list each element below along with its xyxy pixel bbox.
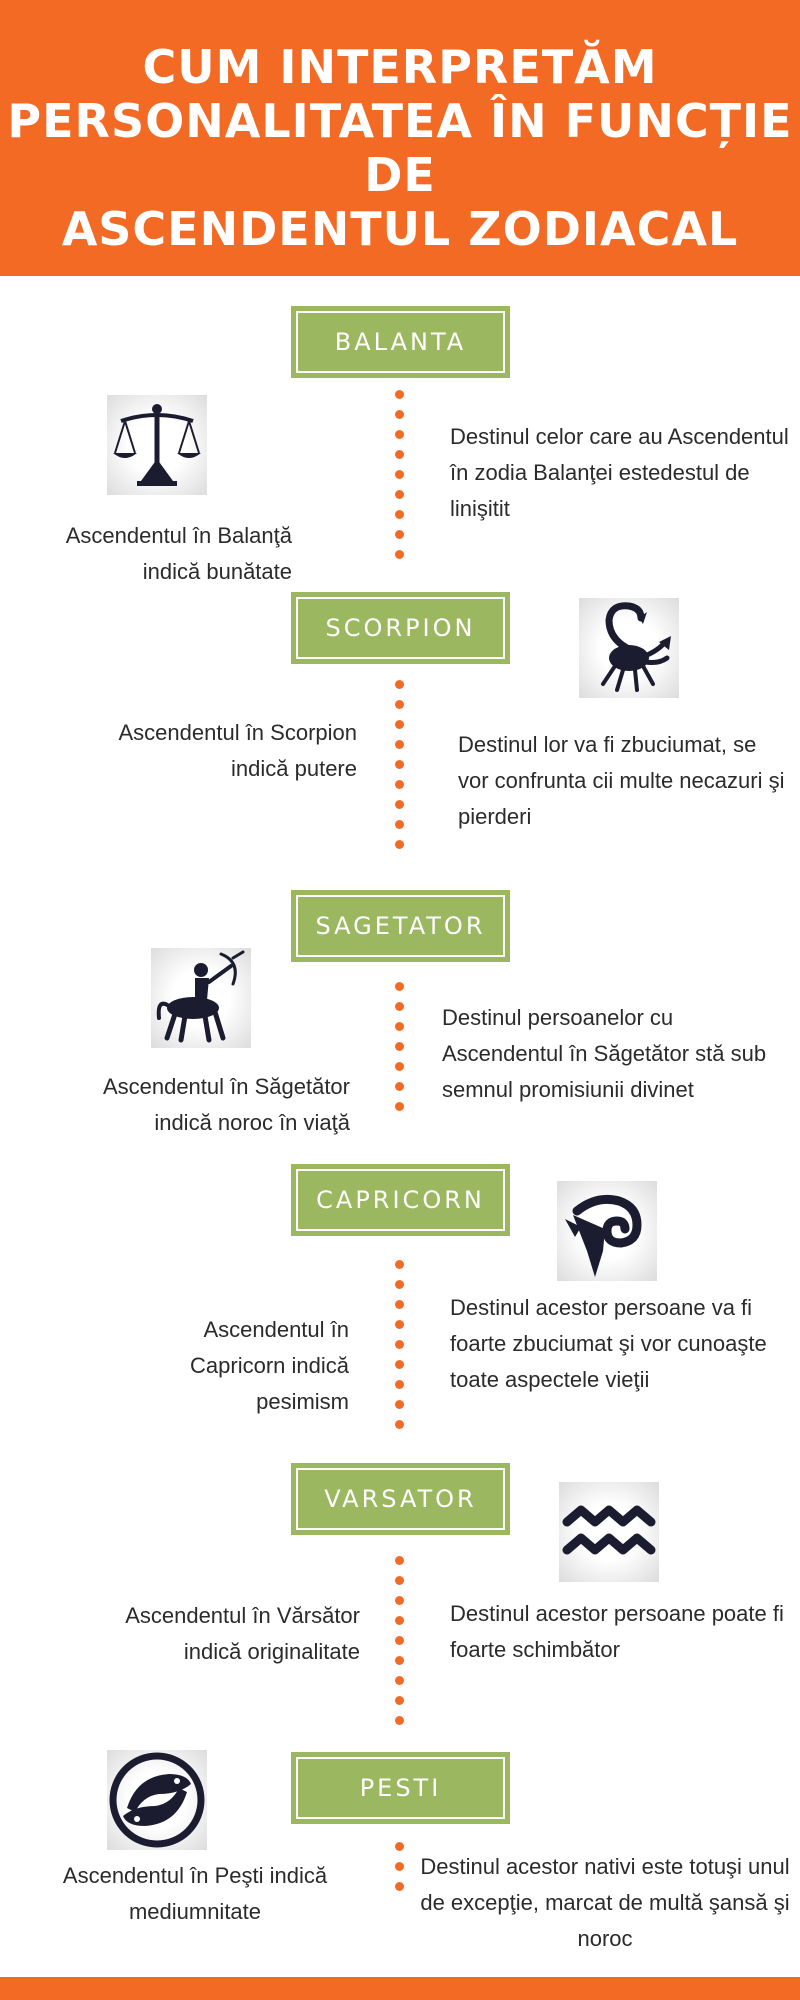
dotted-connector: [394, 1556, 406, 1736]
destiny-text-pesti: Destinul acestor nativi este totuşi unul de excepţie, marcat de multă şansă şi noroc: [420, 1854, 790, 1951]
destiny-text-capricorn: Destinul acestor persoane va fi foarte zbuciumat şi vor cunoaşte toate aspectele vieţii: [450, 1295, 767, 1392]
ascendent-text-scorpion: Ascendentul în Scorpion indică putere: [118, 720, 357, 781]
dotted-connector: [394, 390, 406, 570]
libra-scales-icon: [107, 395, 207, 495]
sign-label-text: BALANTA: [296, 311, 505, 373]
dotted-connector: [394, 1260, 406, 1440]
ascendent-text-pesti: Ascendentul în Peşti indică mediumnitate: [62, 1863, 328, 1924]
sign-label-text: SAGETATOR: [296, 895, 505, 957]
pisces-fish-icon: [107, 1750, 207, 1850]
destiny-text-scorpion: Destinul lor va fi zbuciumat, se vor confrunta cii multe necazuri şi pierderi: [458, 732, 785, 829]
destiny-text-sagetator: Destinul persoanelor cu Ascendentul în Săgetător stă sub semnul promisiunii divinet: [442, 1005, 767, 1102]
sign-label-varsator: [291, 1463, 510, 1535]
sign-label-sagetator: [291, 890, 510, 962]
page-title: CUM INTERPRETĂM PERSONALITATEA ÎN FUNCȚIE DE ASCENDENTUL ZODIACAL: [7, 40, 793, 256]
ascendent-text-capricorn: Ascendentul în Capricorn indică pesimism: [190, 1317, 349, 1414]
sign-label-text: VARSATOR: [296, 1468, 505, 1530]
ascendent-text-balanta: Ascendentul în Balanţă indică bunătate: [65, 523, 292, 584]
dotted-connector: [394, 1842, 406, 1902]
header-banner: [0, 0, 800, 276]
sign-label-balanta: [291, 306, 510, 378]
destiny-text-varsator: Destinul acestor persoane poate fi foarte schimbător: [450, 1601, 784, 1662]
aquarius-waves-icon: [559, 1482, 659, 1582]
sign-label-pesti: [291, 1752, 510, 1824]
destiny-text-balanta: Destinul celor care au Ascendentul în zodia Balanţei estedestul de linişitit: [450, 424, 789, 521]
ascendent-text-sagetator: Ascendentul în Săgetător indică noroc în viaţă: [102, 1074, 350, 1135]
ascendent-text-varsator: Ascendentul în Vărsător indică originalitate: [125, 1603, 360, 1664]
sign-label-scorpion: [291, 592, 510, 664]
dotted-connector: [394, 680, 406, 860]
sign-label-text: PESTI: [296, 1757, 505, 1819]
footer-bar: [0, 1977, 800, 2000]
sign-label-capricorn: [291, 1164, 510, 1236]
goat-horn-icon: [557, 1181, 657, 1281]
dotted-connector: [394, 982, 406, 1132]
scorpion-icon: [579, 598, 679, 698]
sign-label-text: CAPRICORN: [296, 1169, 505, 1231]
sign-label-text: SCORPION: [296, 597, 505, 659]
centaur-archer-icon: [151, 948, 251, 1048]
